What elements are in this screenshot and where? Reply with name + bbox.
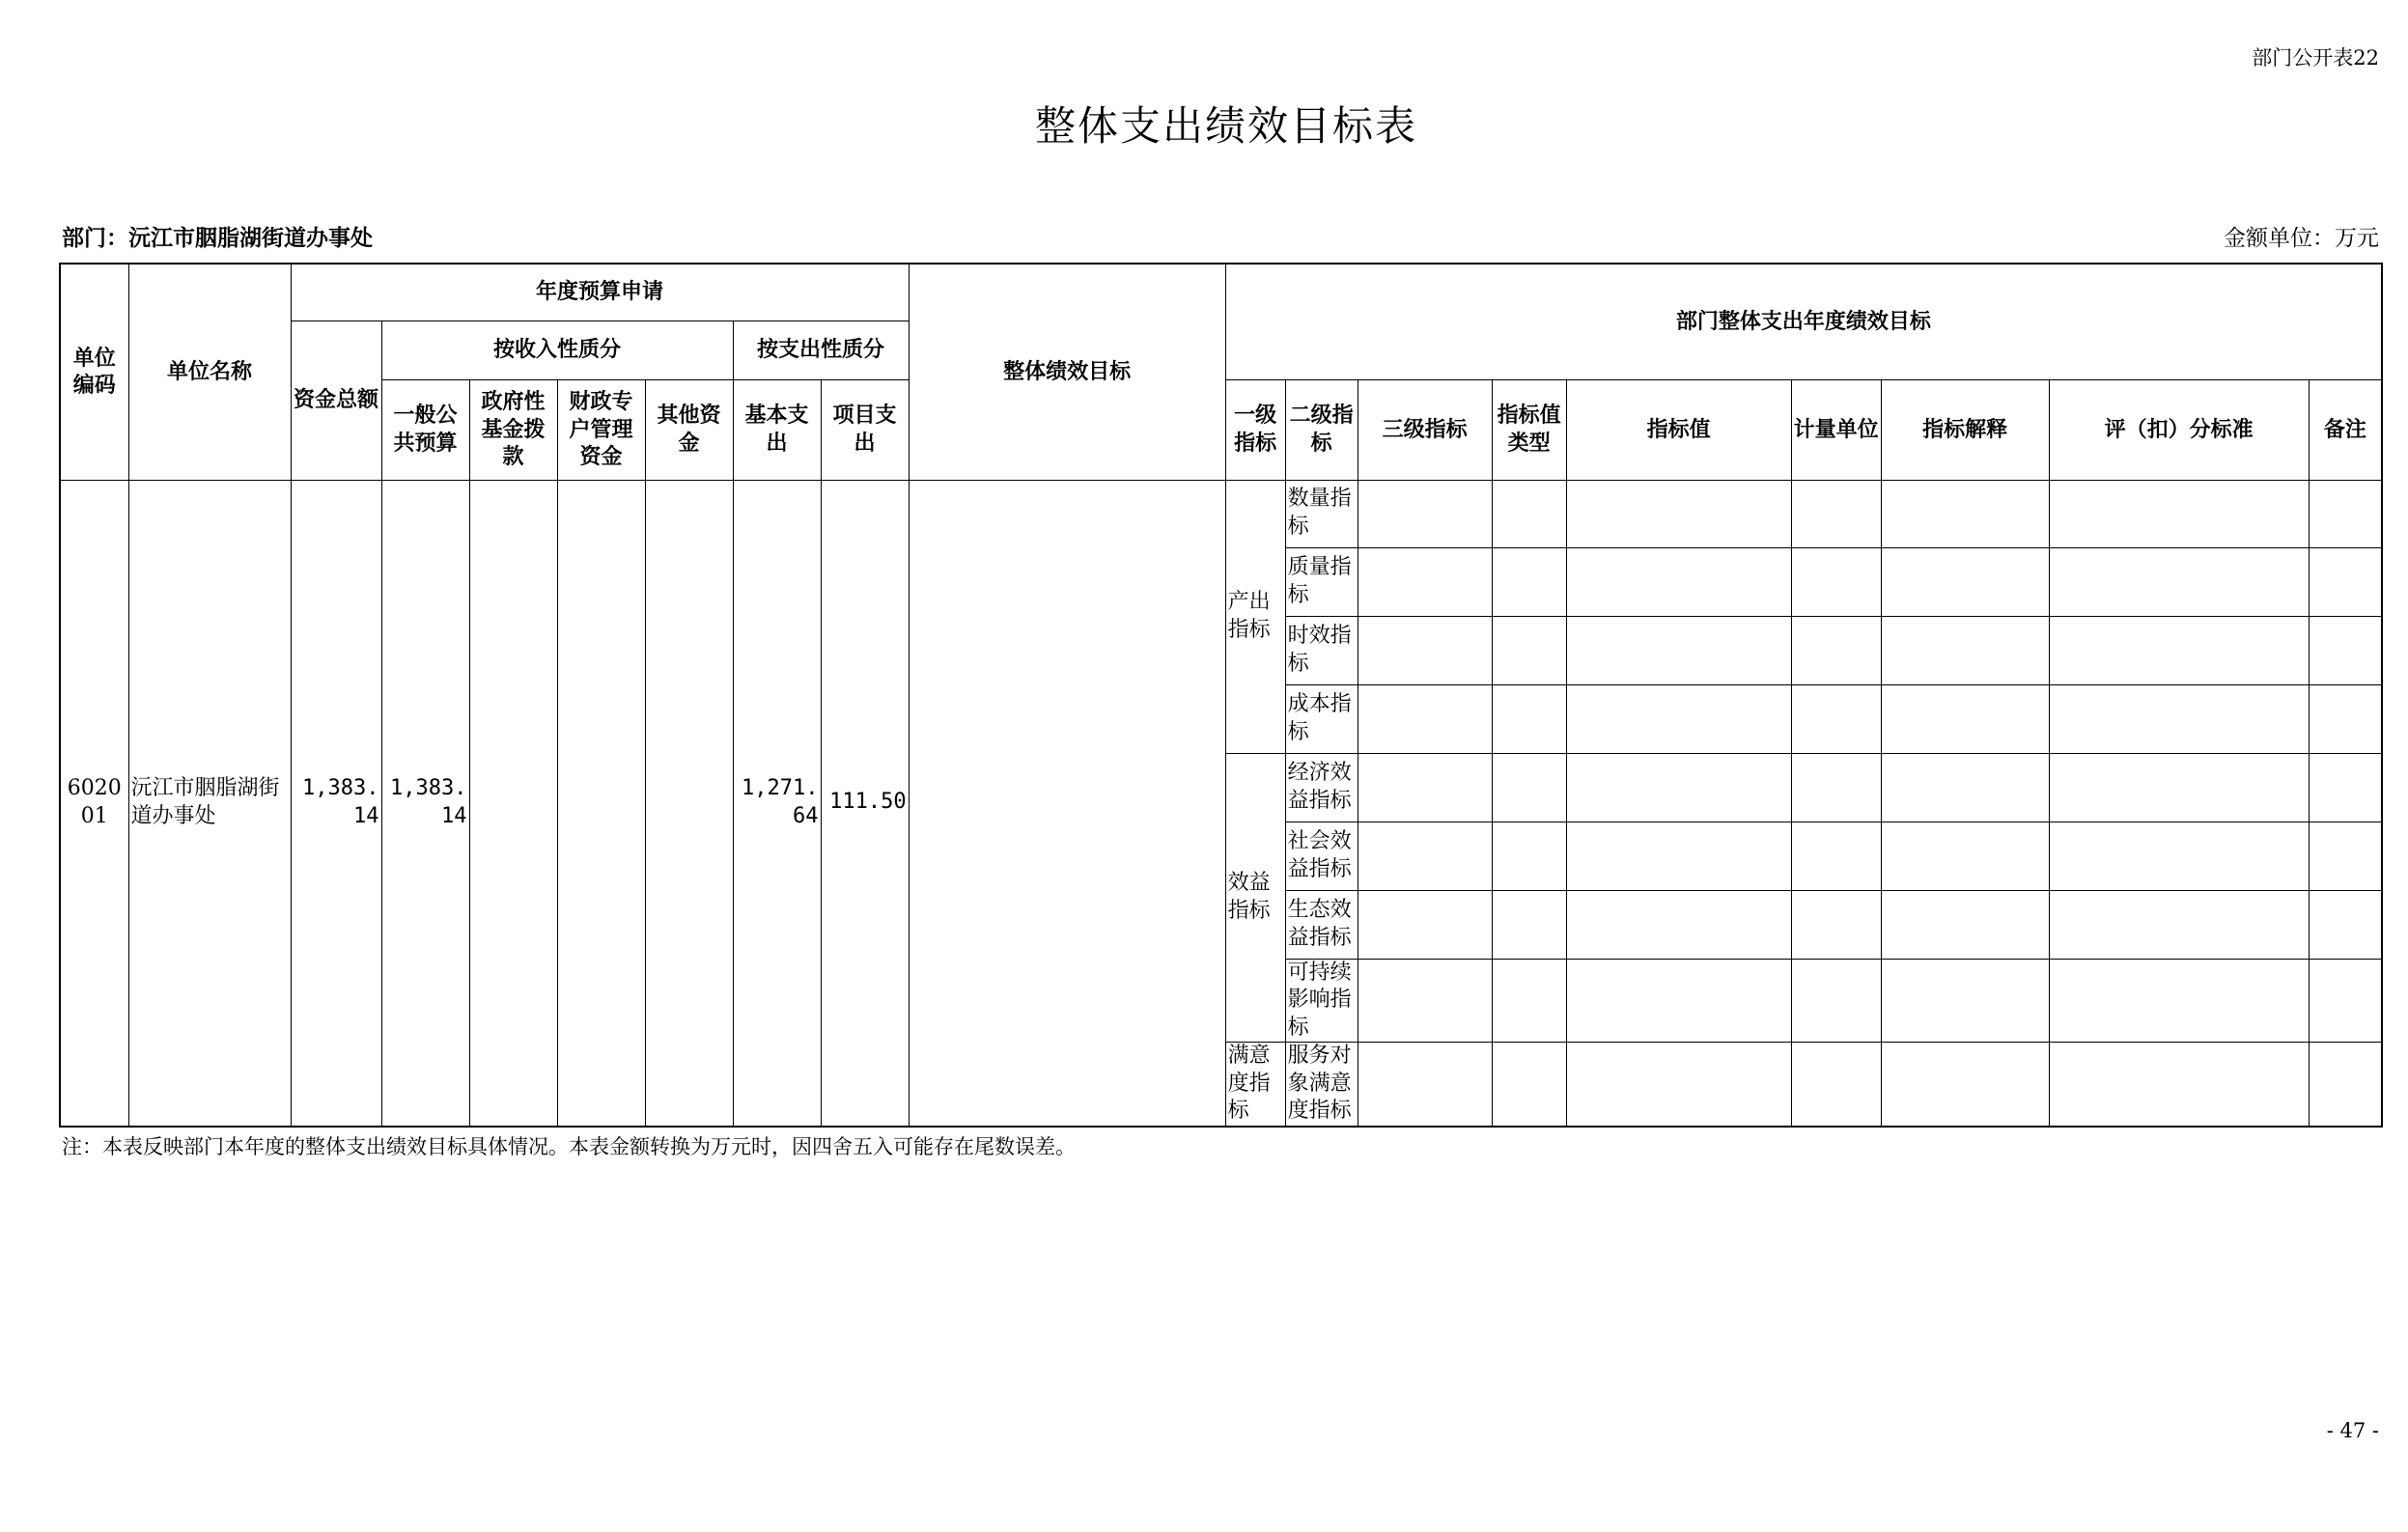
- row-gov-fund: [469, 480, 557, 1127]
- indicator-sustainable: 可持续影响指标: [1285, 959, 1358, 1043]
- indicator-quality: 质量指标: [1285, 547, 1358, 616]
- header-general-budget: 一般公共预算: [381, 379, 469, 480]
- amount-unit-label: 金额单位：万元: [2224, 226, 2379, 251]
- department-label: 部门：沅江市胭脂湖街道办事处: [62, 225, 373, 251]
- indicator-quantity: 数量指标: [1285, 480, 1358, 547]
- header-by-expense: 按支出性质分: [733, 320, 909, 379]
- indicator-benefit: 效益指标: [1225, 753, 1285, 1043]
- header-total-funds: 资金总额: [291, 320, 381, 480]
- header-dept-goal: 部门整体支出年度绩效目标: [1225, 264, 2382, 379]
- indicator-output: 产出指标: [1225, 480, 1285, 753]
- row-unit-code: 602001: [60, 480, 128, 1127]
- row-total-funds: 1,383.14: [291, 480, 381, 1127]
- footnote: 注：本表反映部门本年度的整体支出绩效目标具体情况。本表金额转换为万元时，因四舍五入可能存在尾数误差。: [62, 1135, 1076, 1158]
- header-basic-expense: 基本支出: [733, 379, 821, 480]
- header-remark: 备注: [2309, 379, 2382, 480]
- header-measure-unit: 计量单位: [1791, 379, 1881, 480]
- indicator-timeliness: 时效指标: [1285, 616, 1358, 684]
- row-overall-goal: [909, 480, 1225, 1127]
- indicator-service-satisfaction: 服务对象满意度指标: [1285, 1043, 1358, 1127]
- table-number: 部门公开表22: [2252, 46, 2379, 70]
- header-level2: 二级指标: [1285, 379, 1358, 480]
- header-value-type: 指标值类型: [1492, 379, 1566, 480]
- header-scoring: 评（扣）分标准: [2049, 379, 2309, 480]
- indicator-ecological: 生态效益指标: [1285, 890, 1358, 959]
- indicator-economic: 经济效益指标: [1285, 753, 1358, 822]
- header-value: 指标值: [1566, 379, 1791, 480]
- header-gov-fund: 政府性基金拨款: [469, 379, 557, 480]
- header-by-income: 按收入性质分: [381, 320, 733, 379]
- indicator-social: 社会效益指标: [1285, 822, 1358, 890]
- header-overall-goal: 整体绩效目标: [909, 264, 1225, 480]
- page-title: 整体支出绩效目标表: [1034, 102, 1417, 150]
- row-special-account: [557, 480, 645, 1127]
- header-unit-name: 单位名称: [128, 264, 291, 480]
- row-unit-name: 沅江市胭脂湖街道办事处: [128, 480, 291, 1127]
- indicator-satisfaction: 满意度指标: [1225, 1043, 1285, 1127]
- row-other-funds: [645, 480, 733, 1127]
- row-general-budget: 1,383.14: [381, 480, 469, 1127]
- header-level1: 一级指标: [1225, 379, 1285, 480]
- row-project-expense: 111.50: [821, 480, 909, 1127]
- indicator-cost: 成本指标: [1285, 684, 1358, 753]
- row-basic-expense: 1,271.64: [733, 480, 821, 1127]
- header-unit-code: 单位编码: [60, 264, 128, 480]
- header-annual-budget: 年度预算申请: [291, 264, 909, 320]
- page-number: - 47 -: [2326, 1419, 2379, 1442]
- performance-goal-table: [59, 263, 2383, 1128]
- header-other-funds: 其他资金: [645, 379, 733, 480]
- header-special-account: 财政专户管理资金: [557, 379, 645, 480]
- header-project-expense: 项目支出: [821, 379, 909, 480]
- header-level3: 三级指标: [1358, 379, 1492, 480]
- header-explanation: 指标解释: [1881, 379, 2049, 480]
